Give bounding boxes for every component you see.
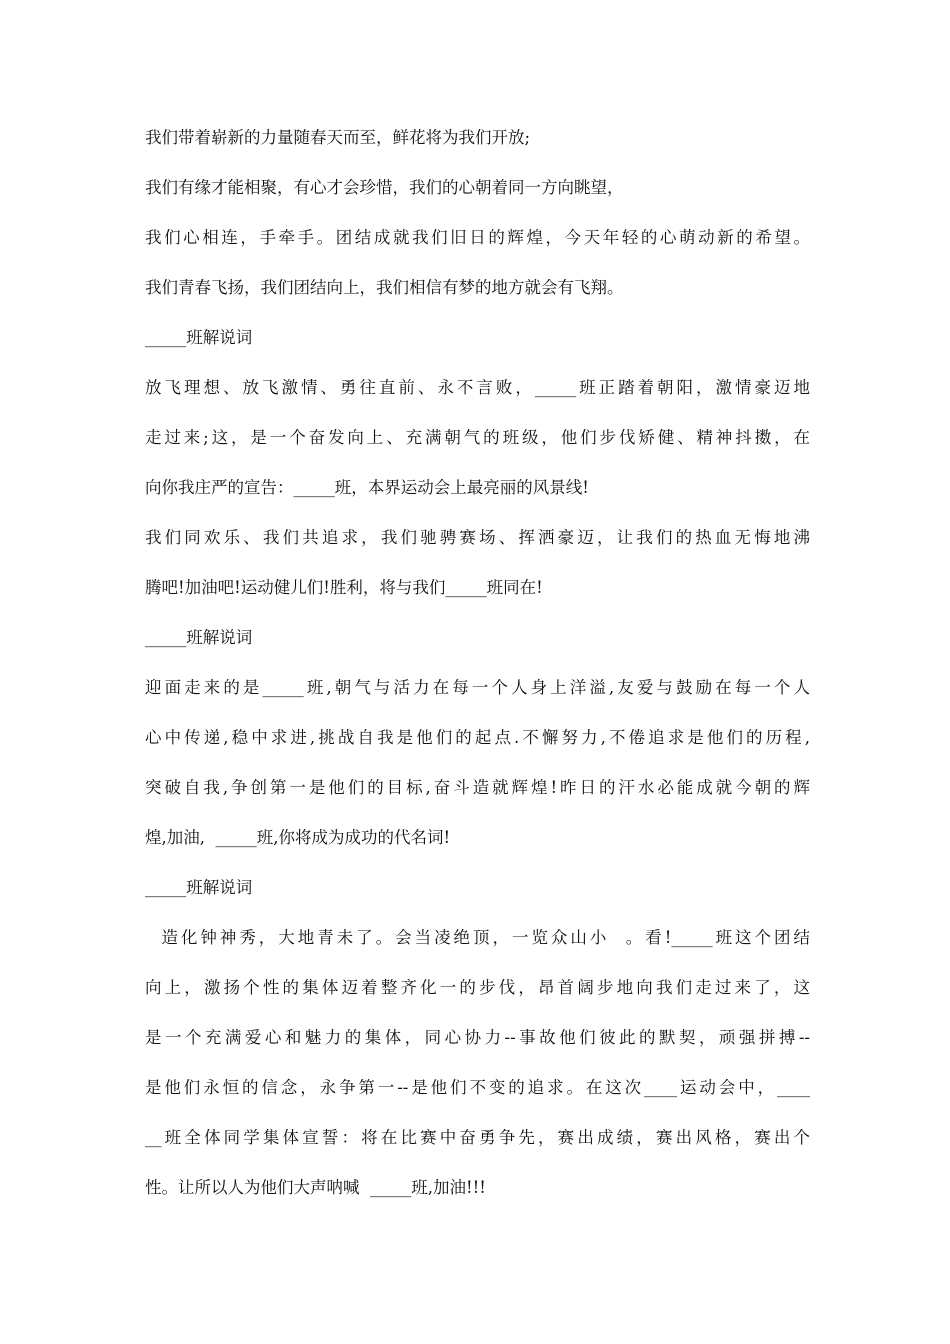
- document-body: [145, 119, 810, 1219]
- text-line: 造化钟神秀，大地青未了。会当凌绝顶，一览众山小 。看!_____班这个团结: [145, 928, 810, 947]
- text-line: 迎面走来的是_____班,朝气与活力在每一个人身上洋溢,友爱与鼓励在每一个人: [145, 678, 810, 697]
- section-heading: _____班解说词: [145, 878, 253, 897]
- text-line: 我们心相连，手牵手。团结成就我们旧日的辉煌，今天年轻的心萌动新的希望。: [145, 228, 810, 247]
- text-line: 放飞理想、放飞激情、勇往直前、永不言败，_____班正踏着朝阳，激情豪迈地: [145, 378, 810, 397]
- text-line: 向上，激扬个性的集体迈着整齐化一的步伐，昂首阔步地向我们走过来了，这: [145, 978, 810, 997]
- text-line: 走过来;这，是一个奋发向上、充满朝气的班级，他们步伐矫健、精神抖擞，在: [145, 428, 810, 447]
- text-line: 我们青春飞扬，我们团结向上，我们相信有梦的地方就会有飞翔。: [145, 278, 624, 297]
- text-line: 是他们永恒的信念，永争第一--是他们不变的追求。在这次____运动会中，____: [145, 1078, 810, 1097]
- section-heading: _____班解说词: [145, 328, 253, 347]
- text-line: 腾吧!加油吧!运动健儿们!胜利，将与我们_____班同在!: [145, 578, 543, 597]
- text-line: 性。让所以人为他们大声呐喊 _____班,加油!!!: [145, 1178, 486, 1197]
- section-heading: _____班解说词: [145, 628, 253, 647]
- text-line: 煌,加油, _____班,你将成为成功的代名词!: [145, 828, 451, 847]
- text-line: 突破自我,争创第一是他们的目标,奋斗造就辉煌!昨日的汗水必能成就今朝的辉: [145, 778, 810, 797]
- text-line: __班全体同学集体宣誓：将在比赛中奋勇争先，赛出成绩，赛出风格，赛出个: [145, 1128, 810, 1147]
- text-line: 心中传递,稳中求进,挑战自我是他们的起点.不懈努力,不倦追求是他们的历程,: [145, 728, 810, 747]
- text-line: 我们带着崭新的力量随春天而至，鲜花将为我们开放;: [145, 128, 531, 147]
- text-line: 是一个充满爱心和魅力的集体，同心协力--事故他们彼此的默契，顽强拼搏--: [145, 1028, 810, 1047]
- text-line: 我们同欢乐、我们共追求，我们驰骋赛场、挥洒豪迈，让我们的热血无悔地沸: [145, 528, 810, 547]
- text-line: 我们有缘才能相聚，有心才会珍惜，我们的心朝着同一方向眺望，: [145, 178, 624, 197]
- text-line: 向你我庄严的宣告：_____班，本界运动会上最亮丽的风景线!: [145, 478, 589, 497]
